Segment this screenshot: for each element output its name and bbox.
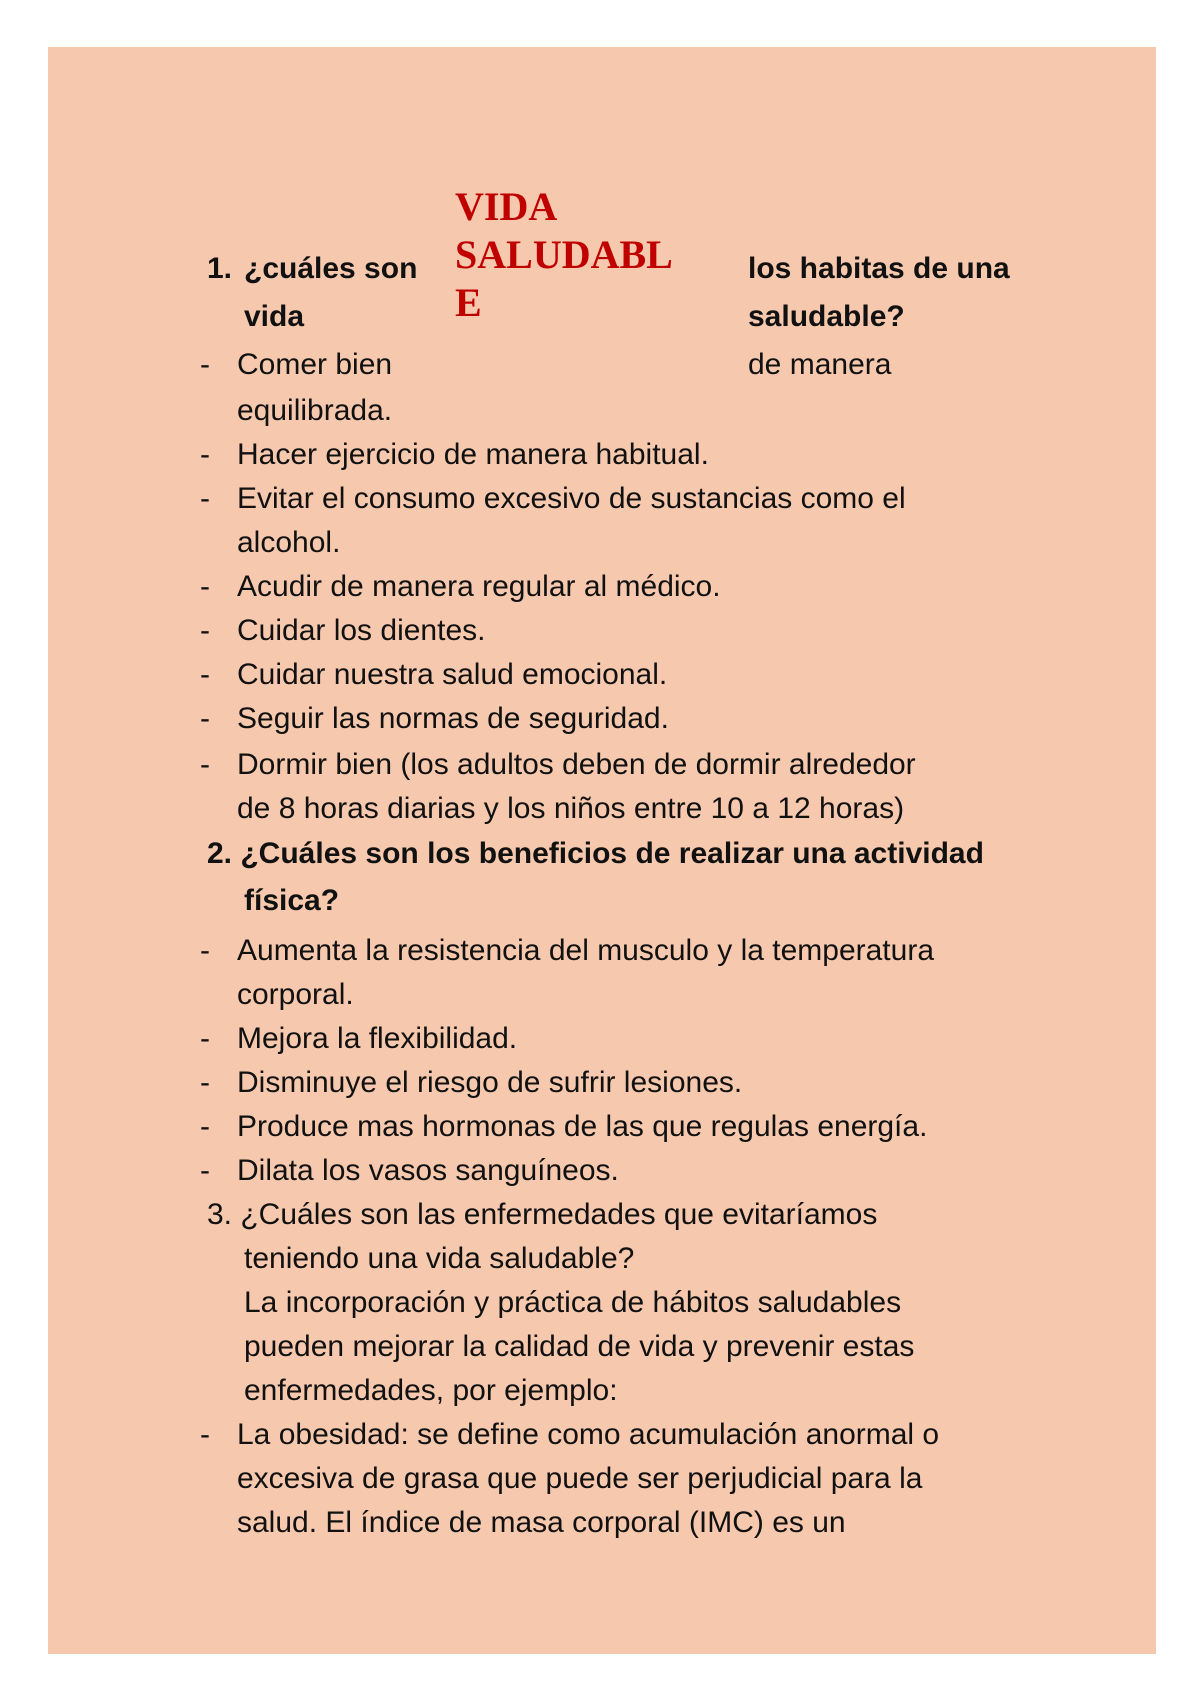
bullet-dash: - xyxy=(200,658,210,691)
question-2-line-1: 2. ¿Cuáles son los beneficios de realizar una actividad xyxy=(207,837,984,870)
bullet-dash: - xyxy=(200,1154,210,1187)
question-3-line-1: 3. ¿Cuáles son las enfermedades que evitaríamos xyxy=(207,1198,878,1231)
list-item: Aumenta la resistencia del musculo y la temperatura xyxy=(237,934,935,967)
bullet-dash: - xyxy=(200,482,210,515)
list-item: Comer bien xyxy=(237,348,393,381)
list-item: La obesidad: se define como acumulación anormal o xyxy=(237,1418,940,1451)
bullet-dash: - xyxy=(200,1022,210,1055)
question-2-line-2: física? xyxy=(244,884,340,917)
list-item: Evitar el consumo excesivo de sustancias como el xyxy=(237,482,906,515)
bullet-dash: - xyxy=(200,1110,210,1143)
question-1-part-d: saludable? xyxy=(748,300,905,333)
list-item: excesiva de grasa que puede ser perjudicial para la xyxy=(237,1462,923,1495)
question-3-intro-1: La incorporación y práctica de hábitos saludables xyxy=(244,1286,902,1319)
list-item: Hacer ejercicio de manera habitual. xyxy=(237,438,709,471)
bullet-dash: - xyxy=(200,934,210,967)
bullet-dash: - xyxy=(200,348,210,381)
bullet-dash: - xyxy=(200,570,210,603)
list-item: corporal. xyxy=(237,978,354,1011)
bullet-dash: - xyxy=(200,614,210,647)
list-item: Mejora la flexibilidad. xyxy=(237,1022,518,1055)
question-1-part-b: los habitas de una xyxy=(748,252,1010,285)
title-line-1: VIDA xyxy=(455,184,558,229)
list-item: Disminuye el riesgo de sufrir lesiones. xyxy=(237,1066,743,1099)
question-1-part-c: vida xyxy=(244,300,305,333)
list-item: Acudir de manera regular al médico. xyxy=(237,570,721,603)
list-item: de 8 horas diarias y los niños entre 10 a 12 horas) xyxy=(237,792,905,825)
bullet-dash: - xyxy=(200,438,210,471)
list-item: Seguir las normas de seguridad. xyxy=(237,702,669,735)
list-item: salud. El índice de masa corporal (IMC) es un xyxy=(237,1506,846,1539)
document-title xyxy=(455,183,673,327)
list-item: Cuidar nuestra salud emocional. xyxy=(237,658,668,691)
list-item: equilibrada. xyxy=(237,394,393,427)
question-3-intro-3: enfermedades, por ejemplo: xyxy=(244,1374,618,1407)
list-item: Cuidar los dientes. xyxy=(237,614,486,647)
question-1-number: 1. xyxy=(207,252,233,285)
list-item: de manera xyxy=(748,348,892,381)
bullet-dash: - xyxy=(200,1066,210,1099)
question-1-part-a: ¿cuáles son xyxy=(244,252,418,285)
question-3-intro-2: pueden mejorar la calidad de vida y prevenir estas xyxy=(244,1330,915,1363)
title-line-2: SALUDABL xyxy=(455,232,673,277)
list-item: Dilata los vasos sanguíneos. xyxy=(237,1154,619,1187)
title-line-3: E xyxy=(455,280,482,325)
list-item: alcohol. xyxy=(237,526,341,559)
bullet-dash: - xyxy=(200,748,210,781)
list-item: Dormir bien (los adultos deben de dormir alrededor xyxy=(237,748,916,781)
question-3-line-2: teniendo una vida saludable? xyxy=(244,1242,635,1275)
bullet-dash: - xyxy=(200,702,210,735)
list-item: Produce mas hormonas de las que regulas energía. xyxy=(237,1110,928,1143)
bullet-dash: - xyxy=(200,1418,210,1451)
